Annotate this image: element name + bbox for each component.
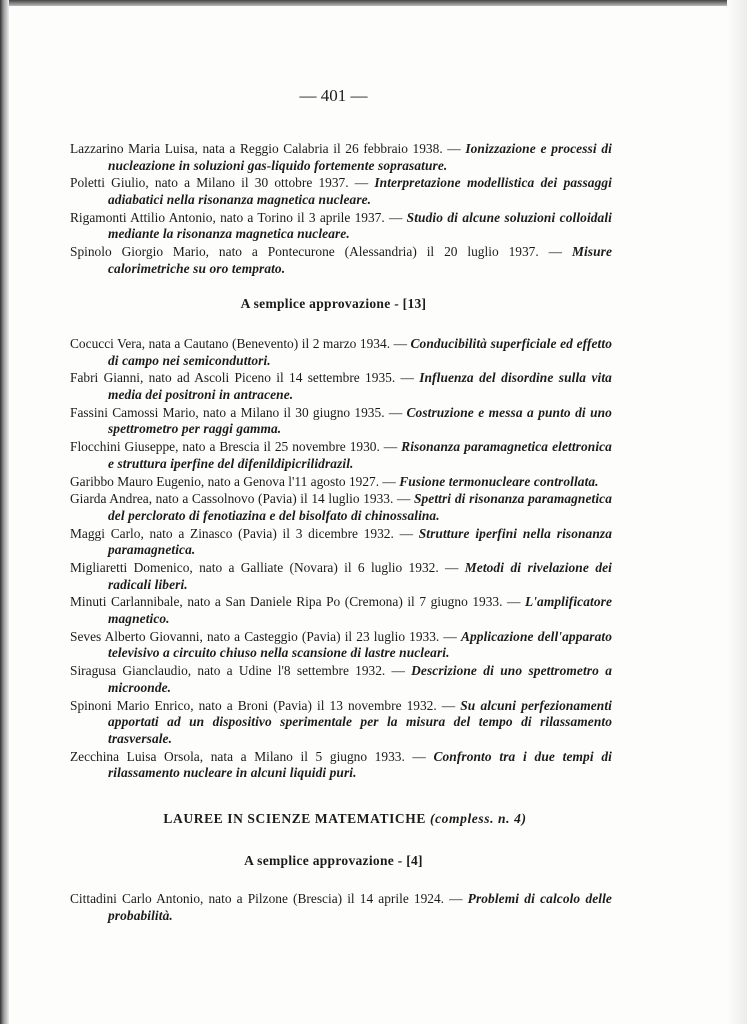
graduate-entry [70,244,612,277]
graduate-entry [70,141,612,174]
graduate-name-and-birth: Zecchina Luisa Orsola, nata a Milano il 5 giugno 1933. — [70,748,426,764]
thesis-title: Confronto tra i due tempi di rilassamento nucleare in alcuni liquidi puri. [108,748,612,781]
graduate-name-and-birth: Maggi Carlo, nato a Zinasco (Pavia) il 3 dicembre 1932. — [70,525,413,541]
graduate-entry [70,698,612,748]
scan-top-edge [0,0,747,6]
thesis-title: Problemi di calcolo delle probabilità. [108,891,612,923]
scan-left-edge [0,0,9,1024]
entries-list-semplice-approvazione [70,336,612,783]
graduate-entry [70,749,612,782]
thesis-title: Fusione termonucleare controllata. [399,473,599,489]
thesis-title: Spettri di risonanza paramagnetica del perclorato di fenotiazina e del bisolfato di chinossalina. [108,491,612,523]
graduate-entry [70,891,612,924]
entries-list-matematiche [70,891,612,925]
graduate-entry [70,491,612,524]
graduate-name-and-birth: Lazzarino Maria Luisa, nata a Reggio Calabria il 26 febbraio 1938. — [70,141,461,156]
graduate-name-and-birth: Seves Alberto Giovanni, nato a Casteggio (Pavia) il 23 luglio 1933. — [70,628,457,644]
graduate-name-and-birth: Fassini Camossi Mario, nato a Milano il 30 giugno 1935. — [70,404,403,420]
graduate-name-and-birth: Garibbo Mauro Eugenio, nato a Genova l'11 agosto 1927. — [70,473,396,489]
section-title-note: (compless. n. 4) [429,811,527,826]
graduate-entry [70,663,612,696]
section-title-scienze-matematiche [0,811,690,827]
graduate-entry [70,405,612,438]
graduate-entry [70,560,612,593]
thesis-title: Ionizzazione e processi di nucleazione in soluzioni gas-liquido fortemente soprasature. [108,141,612,173]
thesis-title: Strutture iperfini nella risonanza paramagnetica. [108,525,612,558]
thesis-title: Risonanza paramagnetica elettronica e struttura iperfine del difenildipicrilidrazil. [108,439,612,471]
thesis-title: Descrizione di uno spettrometro a microonde. [108,663,612,695]
graduate-name-and-birth: Poletti Giulio, nato a Milano il 30 ottobre 1937. — [70,175,369,191]
scan-right-edge [727,0,747,1024]
graduate-name-and-birth: Minuti Carlannibale, nato a San Daniele Ripa Po (Cremona) il 7 giugno 1933. — [70,594,521,610]
graduate-name-and-birth: Cocucci Vera, nata a Cautano (Benevento) il 2 marzo 1934. — [70,336,407,351]
thesis-title: Interpretazione modellistica dei passaggi adiabatici nella risonanza magnetica nucleare. [108,175,612,207]
graduate-entry [70,439,612,472]
graduate-name-and-birth: Giarda Andrea, nato a Cassolnovo (Pavia) il 14 luglio 1933. — [70,491,411,507]
graduate-name-and-birth: Spinolo Giorgio Mario, nato a Pontecurone (Alessandria) il 20 luglio 1937. — [70,244,563,260]
thesis-title: Costruzione e messa a punto di uno spettrometro per raggi gamma. [108,404,612,437]
graduate-name-and-birth: Siragusa Gianclaudio, nato a Udine l'8 settembre 1932. — [70,663,405,679]
graduate-entry [70,370,612,403]
graduate-entry [70,175,612,208]
graduate-entry [70,526,612,559]
page-number: — 401 — [299,86,368,105]
graduate-entry [70,629,612,662]
thesis-title: Su alcuni perfezionamenti apportati ad un dispositivo sperimentale per la misura del tempo di rilassamento trasversale. [108,697,612,746]
thesis-title: L'amplificatore magnetico. [108,594,612,626]
thesis-title: Metodi di rivelazione dei radicali liberi. [108,560,612,592]
graduate-name-and-birth: Cittadini Carlo Antonio, nato a Pilzone (Brescia) il 14 aprile 1924. — [70,891,463,906]
section-heading-13: A semplice approvazione - [13] [240,296,427,311]
entries-list-top [70,141,612,279]
thesis-title: Studio di alcune soluzioni colloidali mediante la risonanza magnetica nucleare. [108,209,612,242]
graduate-name-and-birth: Rigamonti Attilio Antonio, nato a Torino il 3 aprile 1937. — [70,209,403,225]
graduate-entry [70,594,612,627]
thesis-title: Misure calorimetriche su oro temprato. [108,244,612,276]
graduate-name-and-birth: Migliaretti Domenico, nato a Galliate (Novara) il 6 luglio 1932. — [70,560,459,576]
section-title: LAUREE IN SCIENZE MATEMATICHE [163,811,426,826]
thesis-title: Conducibilità superficiale ed effetto di campo nei semiconduttori. [108,336,612,368]
graduate-entry [70,474,612,491]
graduate-name-and-birth: Flocchini Giuseppe, nato a Brescia il 25 novembre 1930. — [70,439,398,455]
thesis-title: Influenza del disordine sulla vita media dei positroni in antracene. [108,370,612,402]
graduate-name-and-birth: Spinoni Mario Enrico, nato a Broni (Pavia) il 13 novembre 1932. — [70,697,456,713]
graduate-entry [70,336,612,369]
thesis-title: Applicazione dell'apparato televisivo a circuito chiuso nella scansione di lastre nucleari. [108,628,613,661]
graduate-entry [70,210,612,243]
section-heading-4: A semplice approvazione - [4] [244,853,423,868]
graduate-name-and-birth: Fabri Gianni, nato ad Ascoli Piceno il 14 settembre 1935. — [70,370,414,386]
